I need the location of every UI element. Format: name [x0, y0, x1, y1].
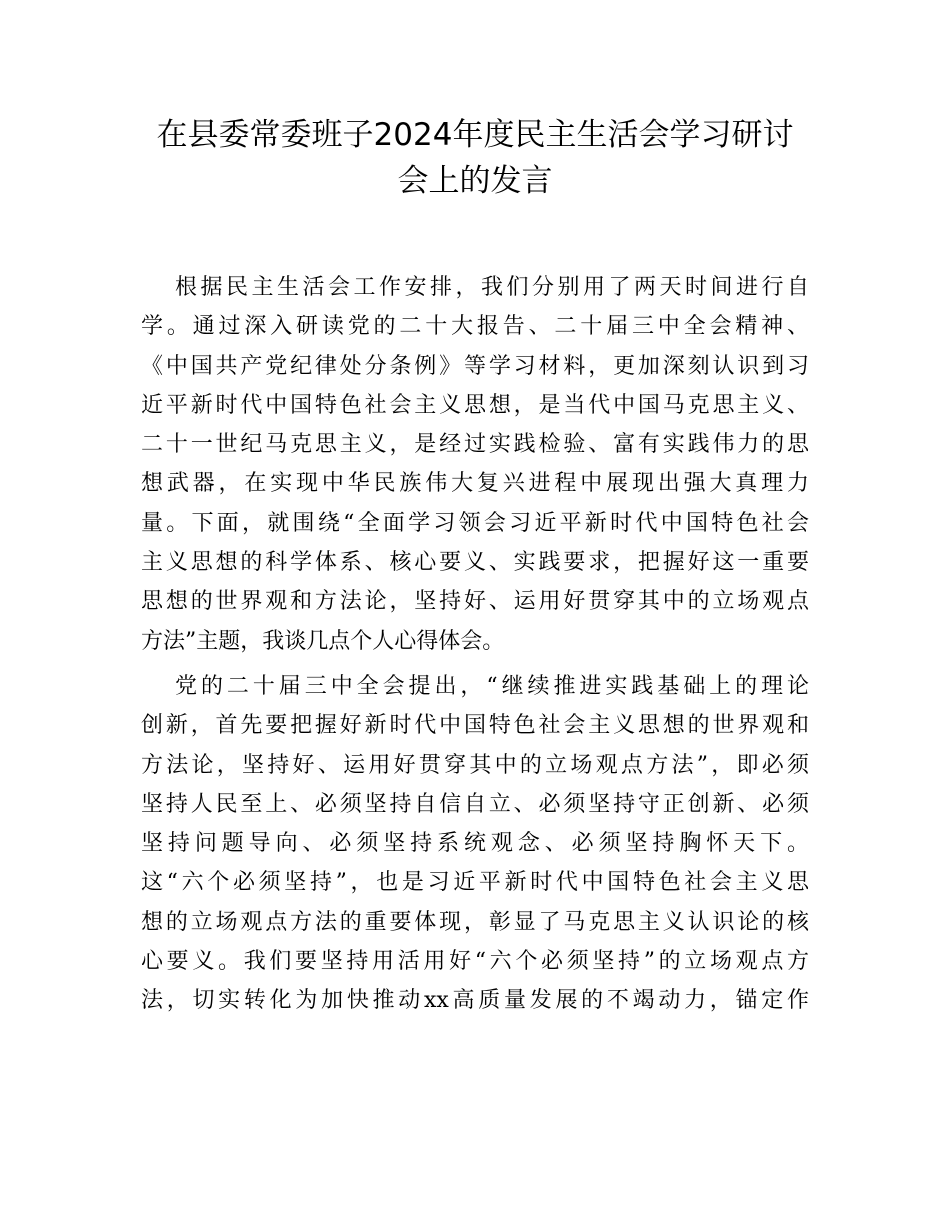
text-line: 这“六个必须坚持”，也是习近平新时代中国特色社会主义思: [141, 870, 809, 896]
text-line: 《中国共产党纪律处分条例》等学习材料，更加深刻认识到习: [141, 353, 809, 379]
text-line: 量。下面，就围绕“全面学习领会习近平新时代中国特色社会: [141, 510, 809, 536]
text-line: 党的二十届三中全会提出，“继续推进实践基础上的理论: [175, 673, 809, 699]
text-line: 想的立场观点方法的重要体现，彰显了马克思主义认识论的核: [141, 909, 809, 935]
text-line: 二十一世纪马克思主义，是经过实践检验、富有实践伟力的思: [141, 432, 809, 458]
title-line: 会上的发言: [397, 163, 553, 199]
paragraph-six-musts: [141, 667, 809, 1021]
text-line: 学。通过深入研读党的二十大报告、二十届三中全会精神、: [141, 314, 809, 340]
title-line: 在县委常委班子2024年度民主生活会学习研讨: [156, 117, 794, 153]
text-line: 主义思想的科学体系、核心要义、实践要求，把握好这一重要: [141, 550, 809, 576]
text-line: 方法论，坚持好、运用好贯穿其中的立场观点方法”，即必须: [141, 752, 809, 778]
text-line: 近平新时代中国特色社会主义思想，是当代中国马克思主义、: [141, 392, 809, 418]
text-line: 心要义。我们要坚持用活用好“六个必须坚持”的立场观点方: [141, 949, 809, 975]
text-line: 方法”主题，我谈几点个人心得体会。: [141, 628, 505, 654]
paragraph-intro: [141, 268, 809, 661]
text-line: 根据民主生活会工作安排，我们分别用了两天时间进行自: [175, 275, 809, 300]
document-body: [141, 268, 809, 1021]
text-line: 坚持人民至上、必须坚持自信自立、必须坚持守正创新、必须: [141, 791, 809, 817]
document-title: [130, 112, 820, 204]
text-line: 法，切实转化为加快推动xx高质量发展的不竭动力，锚定作: [141, 988, 809, 1014]
text-line: 坚持问题导向、必须坚持系统观念、必须坚持胸怀天下。: [141, 831, 809, 857]
text-line: 创新，首先要把握好新时代中国特色社会主义思想的世界观和: [141, 713, 809, 739]
text-line: 想武器，在实现中华民族伟大复兴进程中展现出强大真理力: [141, 471, 809, 497]
text-line: 思想的世界观和方法论，坚持好、运用好贯穿其中的立场观点: [141, 589, 809, 615]
